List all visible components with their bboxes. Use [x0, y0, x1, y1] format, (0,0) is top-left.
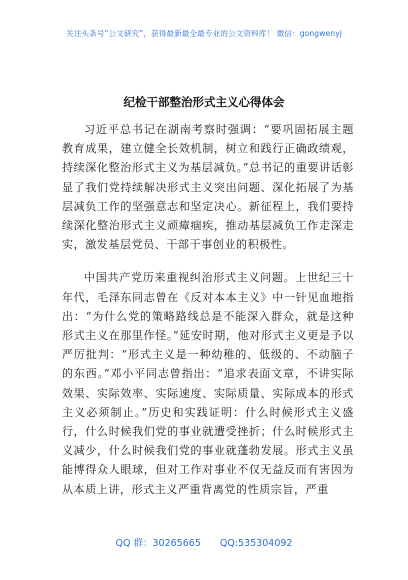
footer-qq: QQ:535304092 — [219, 538, 293, 549]
footer-contact — [0, 535, 408, 549]
document-title: 纪检干部整治形式主义心得体会 — [123, 95, 285, 109]
footer-qq-group: QQ 群：30265665 — [115, 538, 201, 549]
paragraph-1: 习近平总书记在湖南考察时强调：“要巩固拓展主题教育成果，建立健全长效机制，树立和践行正确政绩观，持续深化整治形式主义为基层减负。”总书记的重要讲话彰显了我们党持续解决形式主义突出问题、深化拓展了为基层减负工作的坚强意志和坚定决心。新征程上，我们要持续深化整治形式主义顽瘴痼疾，推动基层减负工作走深走实，激发基层党员、干部干事创业的积极性。 — [62, 123, 354, 252]
paragraph-2: 中国共产党历来重视纠治形式主义问题。上世纪三十年代，毛泽东同志曾在《反对本本主义》中一针见血地指出：“为什么党的策略路线总是不能深入群众，就是这种形式主义在那里作怪。”延安时期，他对形式主义更是予以严厉批判：“形式主义是一种幼稚的、低级的、不动脑子的东西。”邓小平同志曾指出：“追求表面文章，不讲实际效果、实际效率、实际速度、实际质量、实际成本的形式主义必须制止。”历史和实践证明：什么时候形式主义盛行，什么时候我们党的事业就遭受挫折；什么时候形式主义减少，什么时候我们党的事业就蓬勃发展。形式主义虽能博得众人眼球，但对工作对事业不仅无益反而有害因为从本质上讲，形式主义严重背离党的性质宗旨，严重 — [62, 271, 354, 496]
document-body — [62, 120, 354, 513]
header-promo-note: 关注头条号“公文研究”，获得最新最全最专业的公文资料库！ 微信：gongwenyj — [66, 29, 342, 38]
